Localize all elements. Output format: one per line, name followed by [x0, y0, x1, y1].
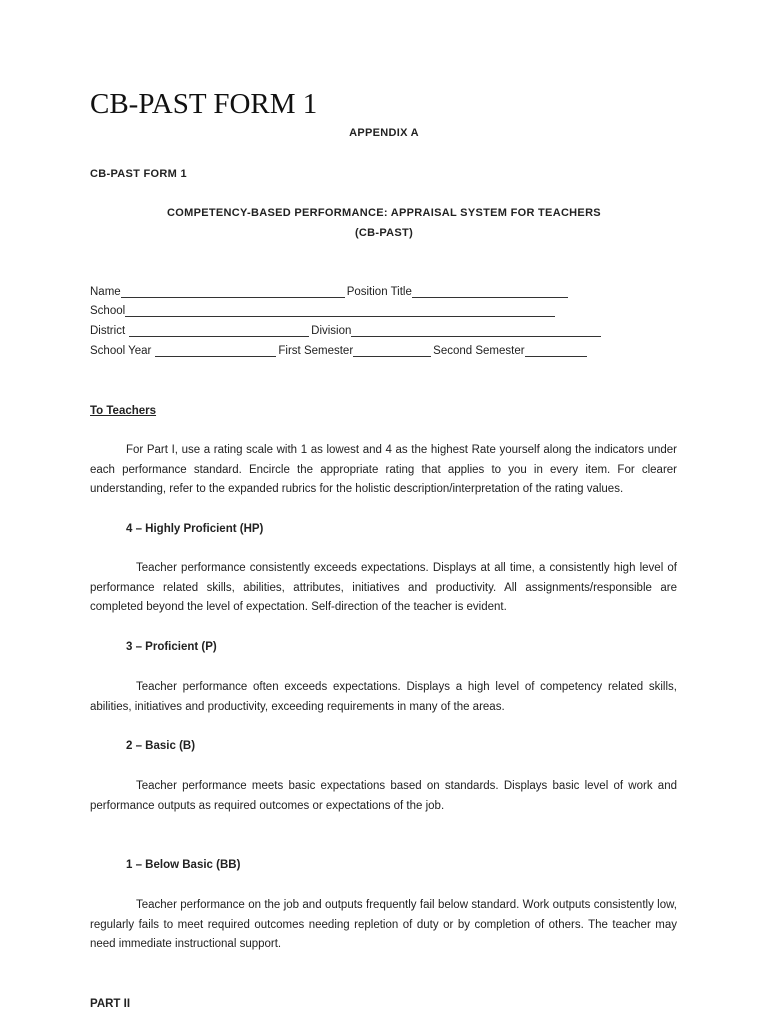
rating-2-description: Teacher performance meets basic expectations based on standards. Displays basic level of work and performance outputs as required outcomes or expectations of the job. [90, 780, 677, 812]
rating-3-heading: 3 – Proficient (P) [126, 641, 217, 653]
district-label: District [90, 325, 126, 337]
division-field[interactable] [351, 325, 601, 337]
name-field[interactable] [121, 286, 345, 298]
name-label: Name [90, 286, 121, 298]
appendix-label: APPENDIX A [349, 127, 419, 139]
district-division-row [90, 325, 603, 337]
school-field[interactable] [125, 305, 555, 317]
first-semester-label: First Semester [278, 345, 354, 357]
system-abbrev: (CB-PAST) [354, 227, 414, 239]
first-semester-field[interactable] [353, 345, 431, 357]
document-title: CB-PAST FORM 1 [90, 88, 318, 120]
position-title-label: Position Title [346, 286, 412, 298]
form-label: CB-PAST FORM 1 [90, 168, 187, 180]
to-teachers-intro: For Part I, use a rating scale with 1 as lowest and 4 as the highest Rate yourself along the indicators under each performance standard. Encircle the appropriate rating that applies to you in every item. For clearer understanding, refer to the expanded rubrics for the holistic description/interpretation of the rating values. [90, 444, 677, 496]
system-title: COMPETENCY-BASED PERFORMANCE: APPRAISAL SYSTEM FOR TEACHERS [167, 207, 601, 219]
rating-3-description: Teacher performance often exceeds expectations. Displays a high level of competency related skills, abilities, initiatives and productivity, exceeding requirements in many of the areas. [90, 681, 677, 713]
rating-4-description: Teacher performance consistently exceeds expectations. Displays at all time, a consistently high level of performance related skills, abilities, attributes, initiatives and productivity. All assignments/responsible are completed beyond the level of expectation. Self-direction of the teacher is evident. [90, 562, 677, 614]
division-label: Division [311, 325, 352, 337]
to-teachers-heading: To Teachers [90, 405, 157, 417]
rating-1-heading: 1 – Below Basic (BB) [126, 859, 241, 871]
second-semester-field[interactable] [525, 345, 587, 357]
position-title-field[interactable] [412, 286, 568, 298]
school-label: School [90, 305, 126, 317]
school-year-field[interactable] [155, 345, 276, 357]
rating-4-heading: 4 – Highly Proficient (HP) [126, 523, 264, 535]
school-row [90, 305, 557, 317]
district-field[interactable] [129, 325, 309, 337]
part-ii-heading: PART II [90, 998, 131, 1010]
school-year-label: School Year [90, 345, 152, 357]
name-position-row [90, 286, 570, 298]
rating-1-description: Teacher performance on the job and outputs frequently fail below standard. Work outputs consistently low, regularly fails to meet required outcomes needing repletion of duty or by completion of others. The teacher may need immediate instructional support. [90, 899, 677, 951]
rating-2-heading: 2 – Basic (B) [126, 740, 196, 752]
school-year-row [90, 345, 589, 357]
second-semester-label: Second Semester [433, 345, 525, 357]
